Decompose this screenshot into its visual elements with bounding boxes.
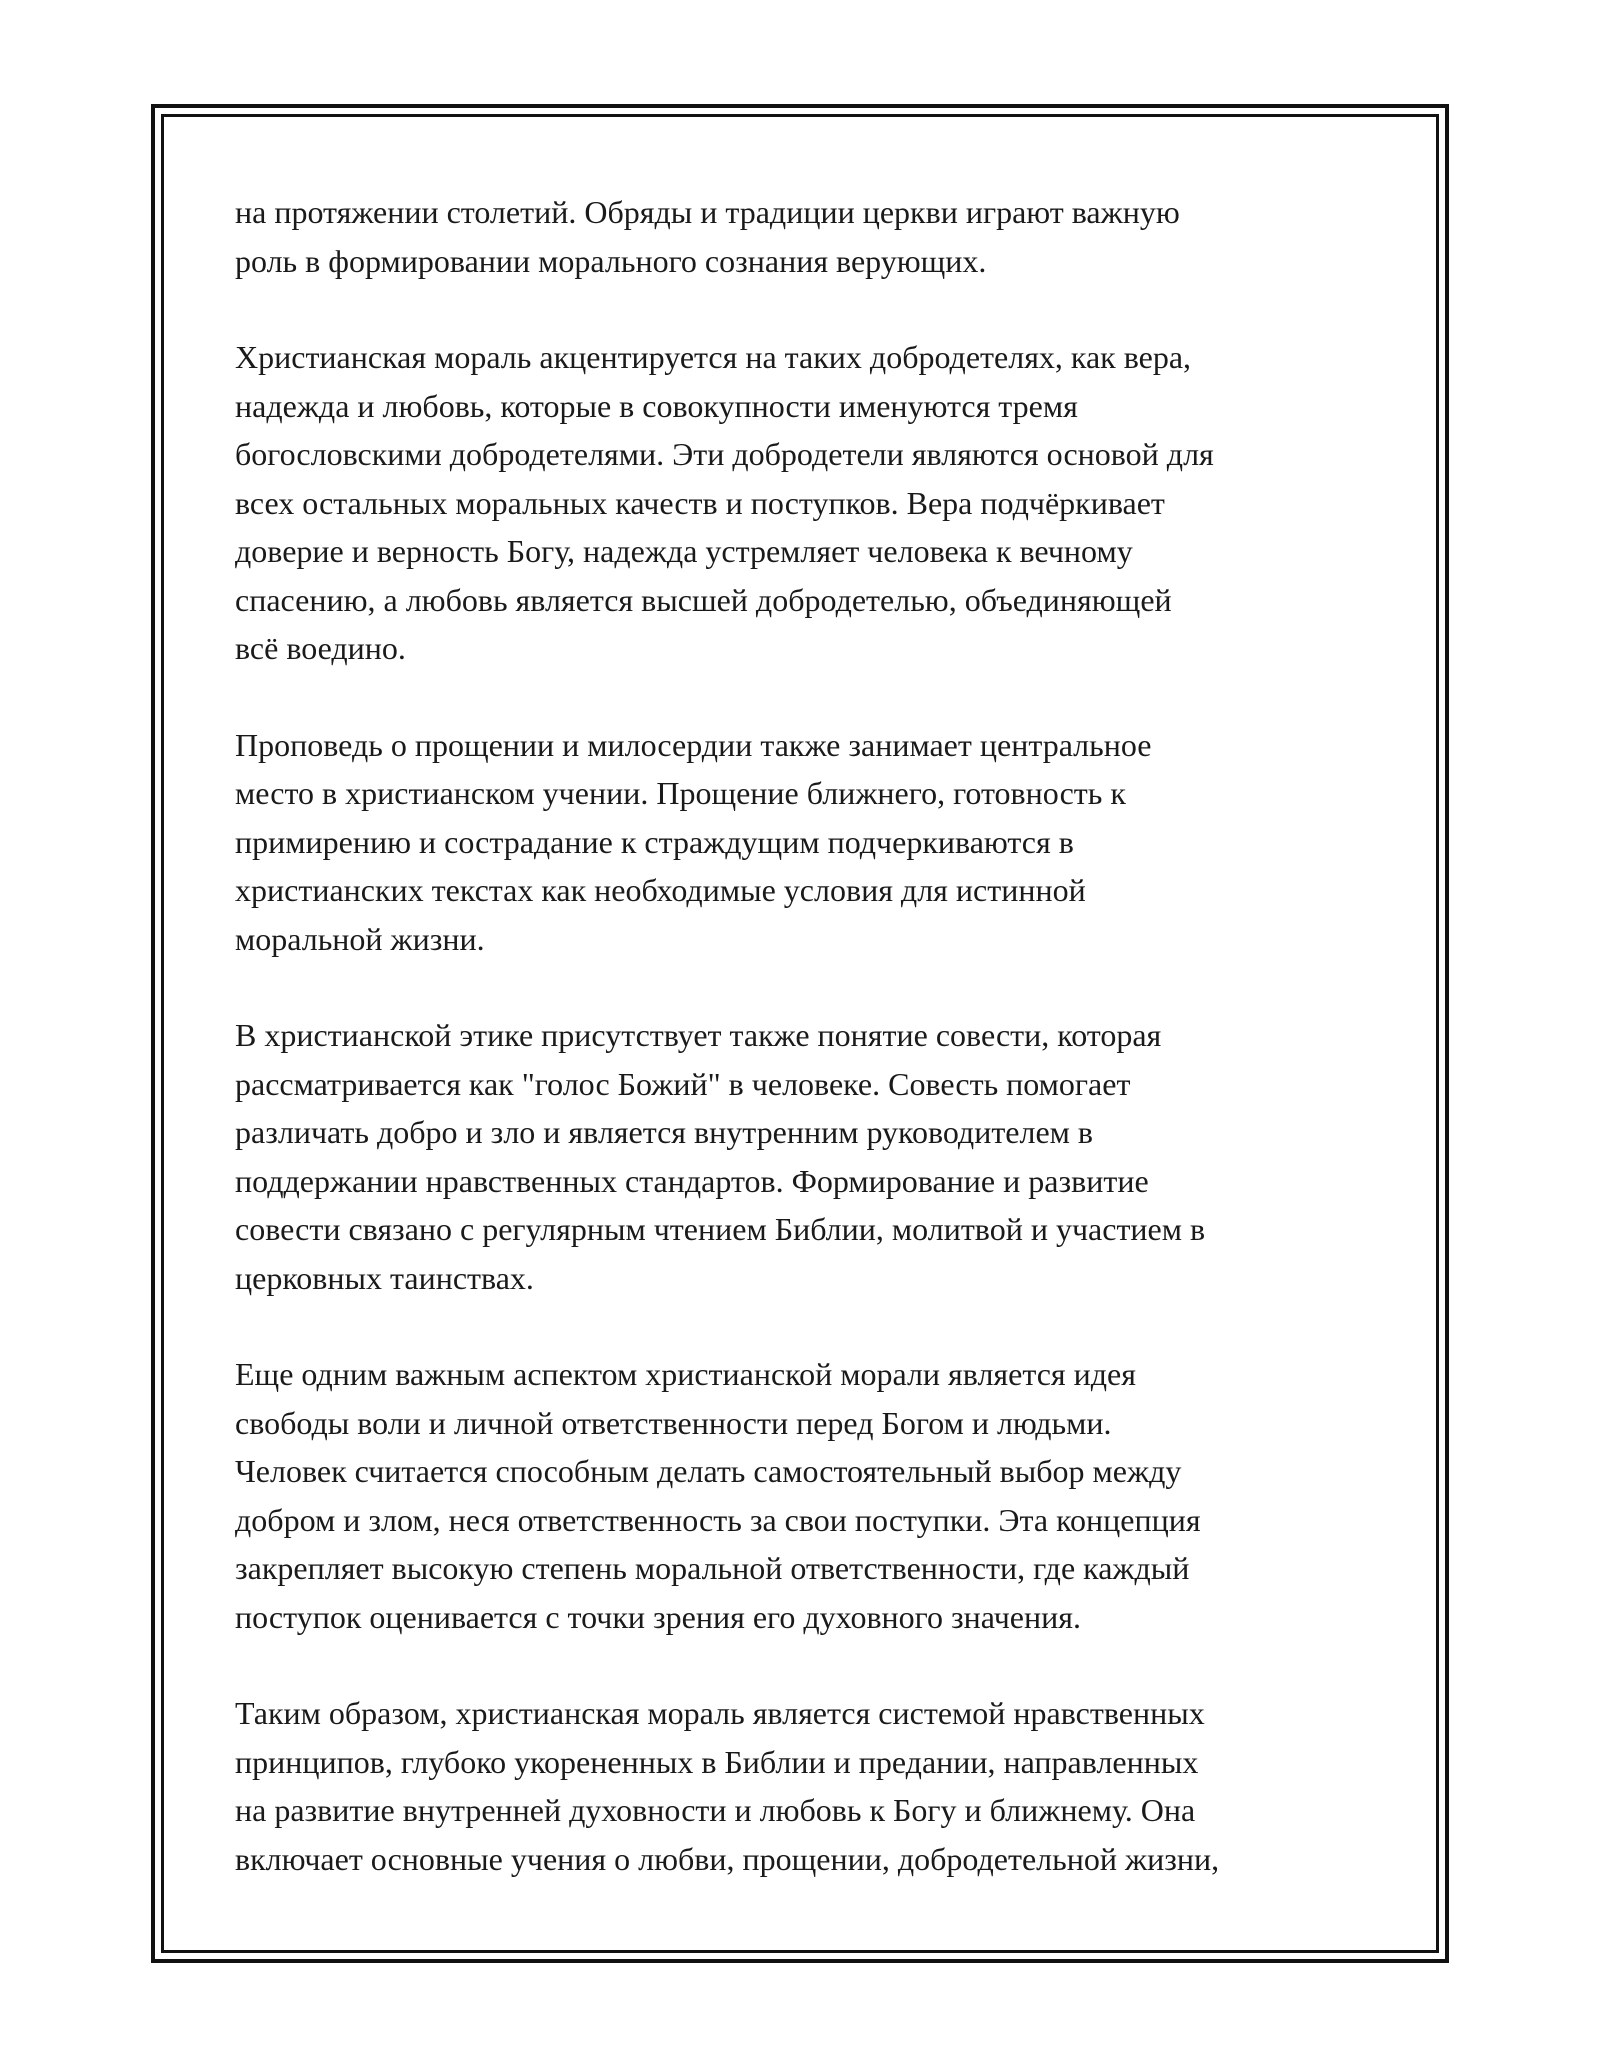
- paragraph-free-will: [235, 1350, 1375, 1641]
- text-line: Человек считается способным делать самостоятельный выбор между: [235, 1453, 1182, 1489]
- text-line: Еще одним важным аспектом христианской морали является идея: [235, 1356, 1136, 1392]
- text-line: на развитие внутренней духовности и любовь к Богу и ближнему. Она: [235, 1792, 1196, 1828]
- text-line: спасению, а любовь является высшей добродетелью, объединяющей: [235, 581, 1172, 618]
- text-line: поступок оценивается с точки зрения его духовного значения.: [235, 1598, 1081, 1635]
- text-line: всё воедино.: [235, 630, 406, 666]
- text-line: богословскими добродетелями. Эти добродетели являются основой для: [235, 436, 1214, 472]
- paragraph-church-rites: [235, 188, 1375, 285]
- text-line: христианских текстах как необходимые условия для истинной: [235, 872, 1086, 908]
- text-line: надежда и любовь, которые в совокупности именуются тремя: [235, 387, 1078, 424]
- paragraph-conscience: [235, 1011, 1375, 1302]
- text-line: Таким образом, христианская мораль является системой нравственных: [235, 1695, 1205, 1731]
- text-line: свободы воли и личной ответственности перед Богом и людьми.: [235, 1404, 1112, 1441]
- paragraph-forgiveness-mercy: [235, 721, 1375, 964]
- text-line: рассматривается как "голос Божий" в человеке. Совесть помогает: [235, 1065, 1131, 1102]
- text-line: примирению и сострадание к страждущим подчеркиваются в: [235, 823, 1074, 860]
- text-line: доверие и верность Богу, надежда устремляет человека к вечному: [235, 533, 1133, 569]
- text-line: различать добро и зло и является внутренним руководителем в: [235, 1114, 1094, 1150]
- paragraph-conclusion: [235, 1689, 1375, 1883]
- text-line: на протяжении столетий. Обряды и традиции церкви играют важную: [235, 194, 1180, 230]
- paragraph-theological-virtues: [235, 333, 1375, 673]
- text-line: совести связано с регулярным чтением Библии, молитвой и участием в: [235, 1211, 1206, 1247]
- text-line: церковных таинствах.: [235, 1259, 534, 1296]
- document-body: [235, 188, 1375, 1883]
- text-line: всех остальных моральных качеств и поступков. Вера подчёркивает: [235, 484, 1165, 521]
- text-line: включает основные учения о любви, прощении, добродетельной жизни,: [235, 1840, 1220, 1877]
- text-line: Христианская мораль акцентируется на таких добродетелях, как вера,: [235, 339, 1192, 375]
- text-line: Проповедь о прощении и милосердии также занимает центральное: [235, 726, 1152, 763]
- text-line: добром и злом, неся ответственность за свои поступки. Эта концепция: [235, 1501, 1201, 1538]
- text-line: закрепляет высокую степень моральной ответственности, где каждый: [235, 1550, 1190, 1586]
- text-line: В христианской этике присутствует также понятие совести, которая: [235, 1017, 1162, 1053]
- text-line: поддержании нравственных стандартов. Формирование и развитие: [235, 1162, 1149, 1199]
- text-line: моральной жизни.: [235, 920, 485, 957]
- text-line: роль в формировании морального сознания верующих.: [235, 242, 987, 279]
- text-line: место в христианском учении. Прощение ближнего, готовность к: [235, 775, 1126, 811]
- text-line: принципов, глубоко укорененных в Библии и предании, направленных: [235, 1743, 1199, 1780]
